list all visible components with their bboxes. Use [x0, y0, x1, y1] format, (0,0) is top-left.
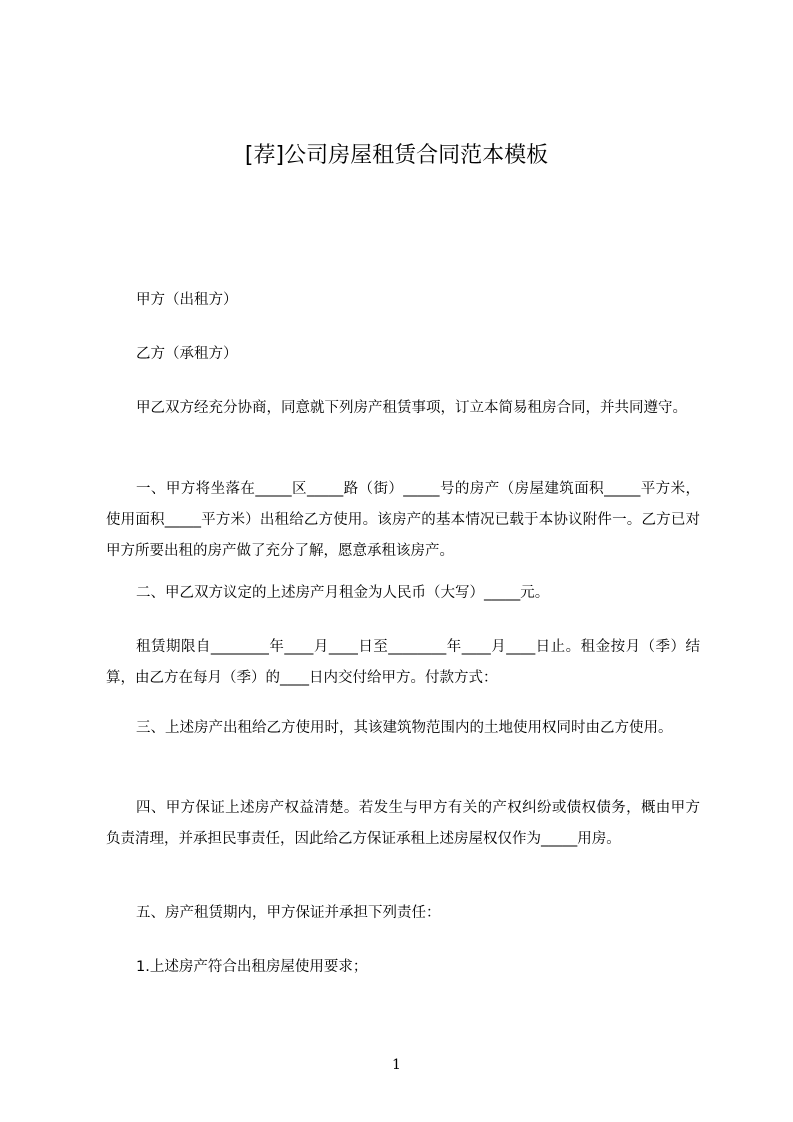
clause-1-paragraph: 一、甲方将坐落在_____区_____路（街）_____号的房产（房屋建筑面积_____平方米，使用面积_____平方米）出租给乙方使用。该房产的基本情况已载于本协议附件一。乙方已对甲方所要出租的房产做了充分了解，愿意承租该房产。: [106, 481, 700, 559]
document-title: [荐]公司房屋租赁合同范本模板: [244, 143, 549, 168]
lease-term-paragraph: 租赁期限自________年____月____日至________年____月____日止。租金按月（季）结算，由乙方在每月（季）的____日内交付给甲方。付款方式：: [106, 639, 700, 686]
clause-5-paragraph: 五、房产租赁期内，甲方保证并承担下列责任：: [136, 905, 441, 921]
page-number: 1: [392, 1057, 401, 1073]
clause-2-paragraph: 二、甲乙双方议定的上述房产月租金为人民币（大写）_____元。: [136, 585, 550, 601]
party-b-line: 乙方（承租方）: [136, 346, 238, 362]
clause-3-paragraph: 三、上述房产出租给乙方使用时，其该建筑物范围内的土地使用权同时由乙方使用。: [136, 720, 673, 736]
party-a-line: 甲方（出租方）: [136, 292, 238, 308]
preamble-paragraph: 甲乙双方经充分协商，同意就下列房产租赁事项，订立本简易租房合同，并共同遵守。: [136, 400, 687, 416]
clause-4-paragraph: 四、甲方保证上述房产权益清楚。若发生与甲方有关的产权纠纷或债权债务，概由甲方负责清理，并承担民事责任，因此给乙方保证承租上述房屋权仅作为_____用房。: [106, 800, 700, 847]
clause-5-item-1: 1.上述房产符合出租房屋使用要求；: [136, 959, 368, 975]
